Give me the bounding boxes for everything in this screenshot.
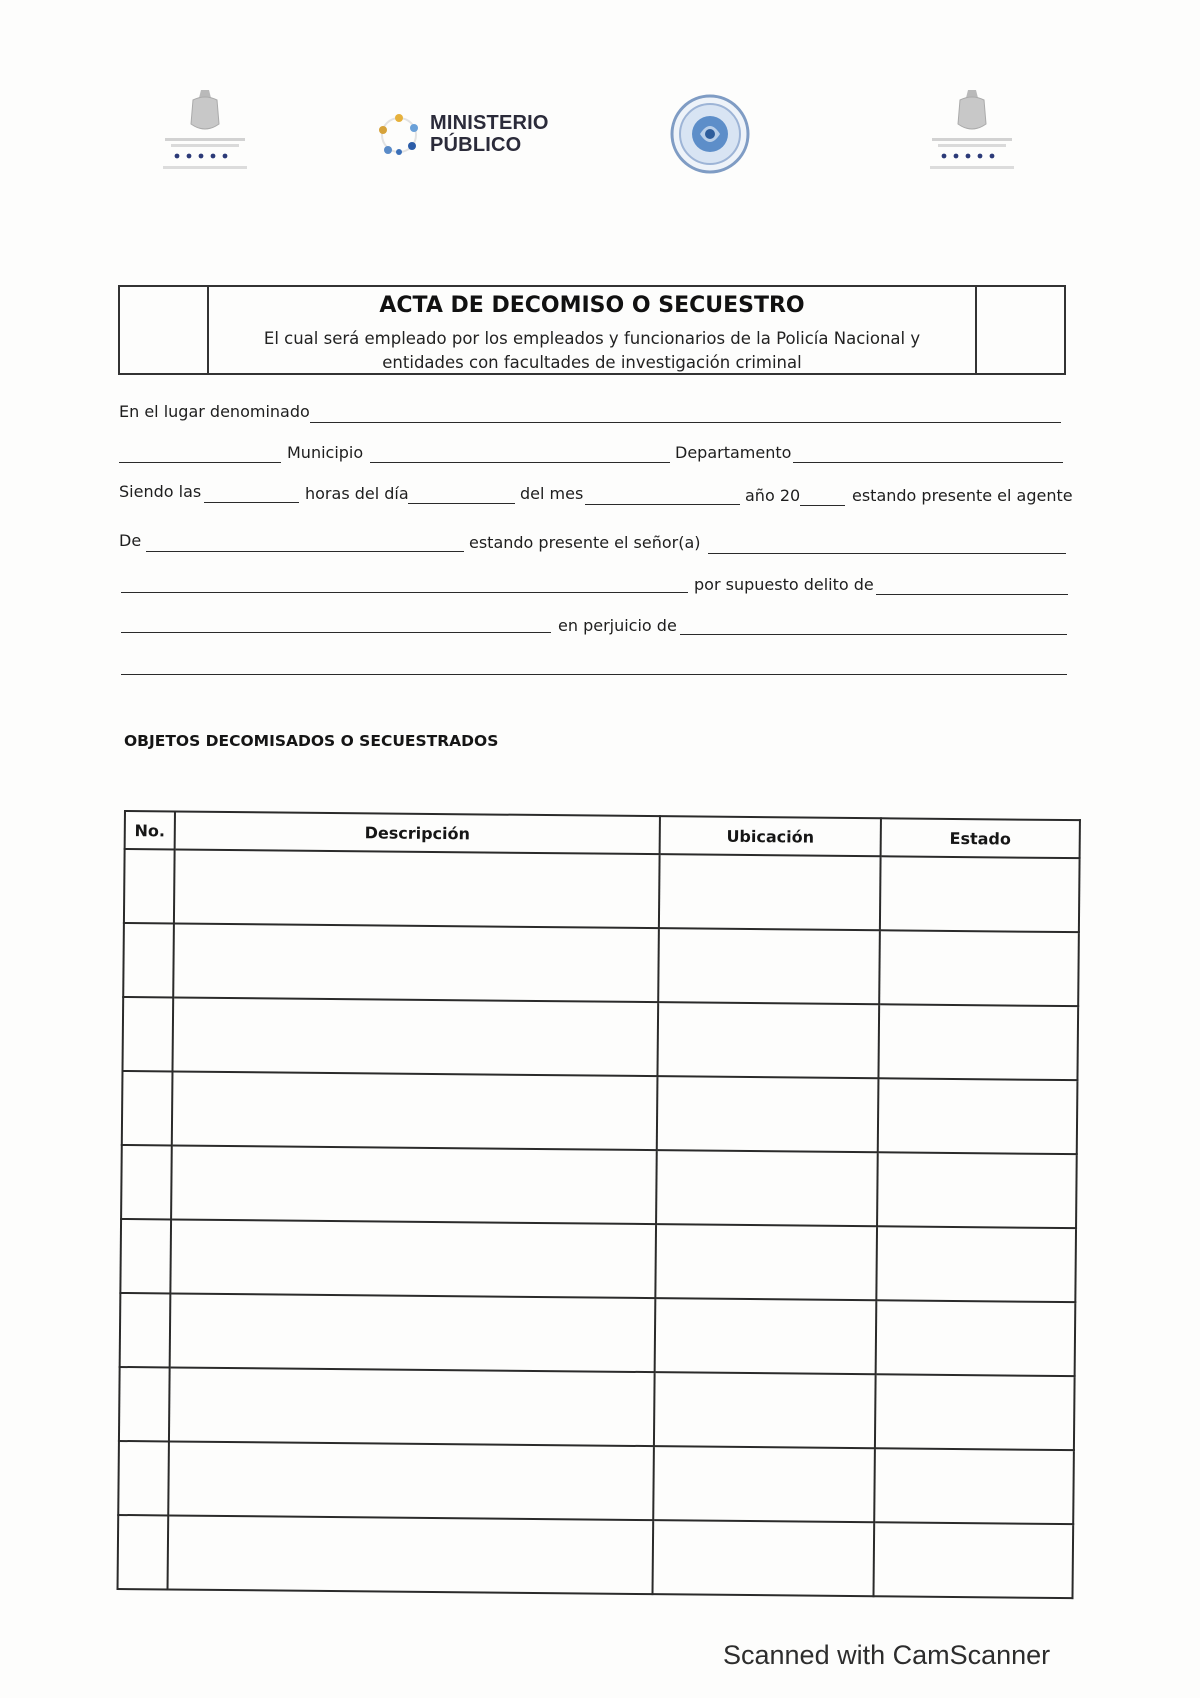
field-perjuicio[interactable] (680, 634, 1067, 635)
cell-no[interactable] (118, 1441, 169, 1515)
table-row (120, 1293, 1076, 1376)
cell-no[interactable] (120, 1219, 171, 1293)
table-row (119, 1367, 1075, 1450)
form-title: ACTA DE DECOMISO O SECUESTRO (379, 293, 805, 318)
cell-estado[interactable] (876, 1300, 1076, 1376)
label-de: De (119, 531, 142, 550)
cell-no[interactable] (121, 1145, 172, 1219)
label-presente-agente: estando presente el agente (852, 486, 1073, 505)
column-header-no: No. (125, 811, 175, 849)
cell-estado[interactable] (875, 1374, 1075, 1450)
cell-ubicacion[interactable] (655, 1298, 877, 1374)
field-anio[interactable] (800, 505, 845, 506)
cell-no[interactable] (124, 849, 175, 923)
form-subtitle (210, 327, 974, 375)
field-perjuicio-cont[interactable] (121, 674, 1067, 675)
field-delito-cont[interactable] (121, 632, 551, 633)
cell-estado[interactable] (878, 1004, 1078, 1080)
header-left-cell (207, 287, 209, 373)
label-perjuicio: en perjuicio de (558, 616, 677, 635)
cell-descripcion[interactable] (170, 1219, 656, 1298)
cell-ubicacion[interactable] (659, 854, 881, 930)
form-header-box (118, 285, 1066, 375)
cell-descripcion[interactable] (174, 849, 660, 928)
table-row (121, 1145, 1077, 1228)
field-delito[interactable] (876, 594, 1068, 595)
label-municipio: Municipio (287, 443, 364, 462)
cell-estado[interactable] (878, 1078, 1078, 1154)
subtitle-line-1: El cual será empleado por los empleados y funcionarios de la Policía Nacional y (263, 329, 921, 348)
label-presente-senor: estando presente el señor(a) (469, 533, 701, 552)
column-header-descripcion: Descripción (175, 811, 660, 854)
field-agente[interactable] (146, 551, 464, 552)
label-anio: año 20 (745, 486, 801, 505)
cell-estado[interactable] (876, 1226, 1076, 1302)
cell-ubicacion[interactable] (654, 1372, 876, 1448)
cell-no[interactable] (118, 1515, 169, 1589)
scanner-watermark: Scanned with CamScanner (723, 1640, 1051, 1670)
label-siendo-las: Siendo las (119, 482, 202, 501)
cell-ubicacion[interactable] (652, 1520, 874, 1596)
table-row (118, 1515, 1074, 1598)
table-row (118, 1441, 1074, 1524)
cell-ubicacion[interactable] (655, 1224, 877, 1300)
field-departamento[interactable] (793, 462, 1063, 463)
cell-estado[interactable] (880, 856, 1080, 932)
cell-ubicacion[interactable] (653, 1446, 875, 1522)
header-right-cell (975, 287, 977, 373)
cell-ubicacion[interactable] (656, 1150, 878, 1226)
section-title: OBJETOS DECOMISADOS O SECUESTRADOS (124, 732, 499, 750)
ring-of-figures-icon (374, 110, 424, 160)
cell-no[interactable] (122, 1071, 173, 1145)
label-departamento: Departamento (675, 443, 792, 462)
table-row (124, 849, 1080, 932)
cell-estado[interactable] (874, 1448, 1074, 1524)
column-header-estado: Estado (881, 818, 1080, 858)
table-row (123, 923, 1079, 1006)
cell-descripcion[interactable] (171, 1145, 657, 1224)
cell-descripcion[interactable] (173, 923, 659, 1002)
cell-ubicacion[interactable] (657, 1076, 879, 1152)
column-header-ubicacion: Ubicación (660, 816, 881, 856)
police-seal-icon (670, 94, 750, 174)
cell-descripcion[interactable] (168, 1515, 654, 1594)
label-lugar: En el lugar denominado (119, 402, 310, 421)
coat-of-arms-icon (912, 84, 1032, 184)
field-mes[interactable] (585, 504, 740, 505)
table-row (122, 1071, 1078, 1154)
org-name-line2: PÚBLICO (430, 134, 522, 156)
objects-table (117, 810, 1079, 1559)
field-lugar[interactable] (310, 422, 1061, 423)
cell-descripcion[interactable] (172, 1071, 658, 1150)
cell-no[interactable] (120, 1293, 171, 1367)
cell-estado[interactable] (879, 930, 1079, 1006)
field-dia[interactable] (408, 503, 515, 504)
cell-estado[interactable] (877, 1152, 1077, 1228)
org-name-line1: MINISTERIO (430, 112, 549, 134)
cell-estado[interactable] (873, 1522, 1073, 1598)
cell-no[interactable] (122, 997, 173, 1071)
field-senor[interactable] (708, 553, 1066, 554)
field-senor-cont[interactable] (121, 592, 688, 593)
label-horas-del-dia: horas del día (305, 484, 409, 503)
table-body (118, 849, 1080, 1598)
cell-descripcion[interactable] (170, 1293, 656, 1372)
coat-of-arms-icon (145, 84, 265, 184)
cell-descripcion[interactable] (169, 1367, 655, 1446)
field-aldea[interactable] (119, 462, 281, 463)
cell-ubicacion[interactable] (657, 1002, 879, 1078)
cell-no[interactable] (123, 923, 174, 997)
label-del-mes: del mes (520, 484, 584, 503)
field-municipio[interactable] (370, 462, 670, 463)
cell-descripcion[interactable] (168, 1441, 654, 1520)
cell-no[interactable] (119, 1367, 170, 1441)
table-row (120, 1219, 1076, 1302)
cell-descripcion[interactable] (172, 997, 658, 1076)
cell-ubicacion[interactable] (658, 928, 880, 1004)
field-hora[interactable] (204, 502, 299, 503)
subtitle-line-2: entidades con facultades de investigación criminal (382, 353, 802, 372)
table-row (122, 997, 1078, 1080)
label-supuesto-delito: por supuesto delito de (694, 575, 874, 594)
ministerio-publico-logo (374, 104, 574, 168)
